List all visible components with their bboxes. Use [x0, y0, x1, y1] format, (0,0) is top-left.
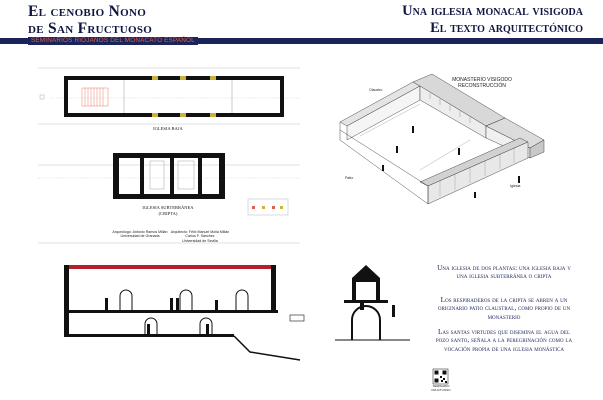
credit-2-line-b: Carlos F. Sánchez: [185, 234, 215, 239]
credit-arqueologo: [112, 230, 168, 239]
qr-caption-line-2: FRUCTUOSO: [431, 387, 451, 392]
title-right-line-1: Una iglesia monacal visigoda: [402, 3, 583, 19]
section-iglesia: [38, 243, 304, 360]
qr-caption: [426, 385, 456, 392]
section-transversal: [335, 265, 410, 340]
axon-title-line-2: RECONSTRUCCIÓN: [458, 83, 506, 89]
credit-2-line-c: Universidad de Sevilla: [182, 238, 218, 243]
qr-caption-line-1: SEMINARIO: [432, 384, 450, 388]
qr-code: [433, 369, 448, 384]
plan-iglesia-baja: [38, 68, 300, 124]
label-iglesia-baja: IGLESIA BAJA: [153, 126, 183, 131]
title-left-line-2: de San Fructuoso: [28, 20, 153, 37]
axon-title: [442, 77, 522, 89]
text-paragraph-2: Los respiraderos de la cripta se abren a un originario patio claustral, como propio de un monasterio: [437, 295, 571, 321]
credit-2-line-a: Arquitecto: Félix Manuel Molla Millán: [170, 230, 230, 234]
axon-label-patio: Patio: [345, 176, 354, 180]
text-paragraph-1: Una iglesia de dos plantas: una iglesia baja y una iglesia subterránea o cripta: [437, 263, 571, 281]
title-left-line-1: El cenobio Nono: [28, 3, 147, 20]
credit-1-line-b: Universidad de Granada: [120, 234, 160, 239]
text-paragraph-3: Las santas virtudes que disemina el agua del pozo santo, señala a la peregrinación como la vocación propia de una iglesia monástica: [435, 327, 573, 353]
title-right-line-2: El texto arquitectónico: [430, 20, 583, 36]
label-cripta-line-1: IGLESIA SUBTERRÁNEA: [142, 205, 194, 210]
axon-label-iglesia: Iglesia: [510, 184, 521, 188]
axon-label-claustro: Claustro: [369, 88, 383, 92]
credit-arquitecto: [170, 230, 230, 243]
seminar-subtitle: SEMINARIOS RIOJANOS DEL MONACATO ESPAÑOL: [28, 37, 198, 45]
label-cripta-line-2: (CRIPTA): [158, 210, 178, 216]
axon-title-line-1: MONASTERIO VISIGODO: [452, 77, 512, 83]
label-cripta: [128, 205, 208, 216]
credit-1-line-a: Arqueólogo: Antonio Ramos Millán: [112, 230, 168, 234]
